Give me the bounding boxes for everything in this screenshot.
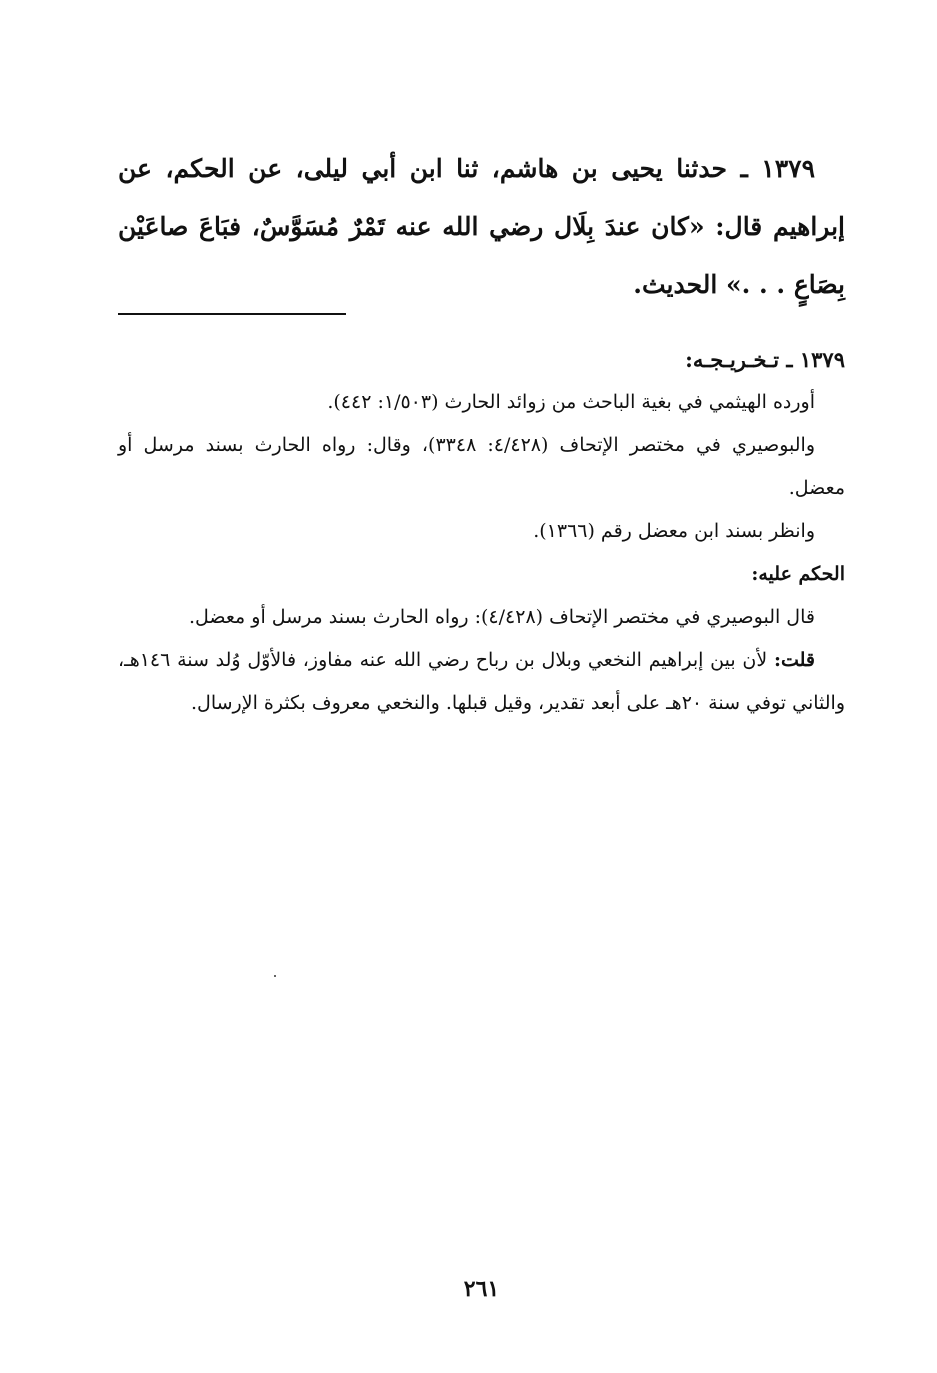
takhrij-heading: ١٣٧٩ ـ تـخـريـجـه: — [685, 347, 845, 372]
hukm-heading: الحكم عليه: — [751, 563, 845, 585]
footnote-separator — [118, 313, 346, 315]
hukm-text: قال البوصيري في مختصر الإتحاف (٤/٤٢٨): رواه الحارث بسند مرسل أو معضل. — [188, 606, 815, 628]
takhrij-line-haythami: أورده الهيثمي في بغية الباحث من زوائد الحارث (١/٥٠٣: ٤٤٢). — [327, 391, 815, 413]
scan-speck — [274, 975, 276, 977]
takhrij-line-see-also: وانظر بسند ابن معضل رقم (١٣٦٦). — [533, 520, 815, 542]
qult-paragraph — [118, 639, 845, 725]
qult-text: لأن بين إبراهيم النخعي وبلال بن رباح رضي الله عنه مفاوز، فالأوّل وُلد سنة ١٤٦هـ، والثاني توفي سنة ٢٠هـ على أبعد تقدير، وقيل قبلها. والنخعي معروف بكثرة الإرسال. — [118, 649, 845, 714]
notes-block — [118, 338, 845, 725]
takhrij-line-busiri: والبوصيري في مختصر الإتحاف (٤/٤٢٨: ٣٣٤٨)، وقال: رواه الحارث بسند مرسل أو معضل. — [118, 434, 845, 499]
page — [118, 0, 845, 1373]
page-number: ٢٦١ — [463, 1276, 500, 1302]
hadith-block — [118, 140, 845, 314]
qult-label: قلت: — [773, 649, 815, 671]
hadith-text: ١٣٧٩ ـ حدثنا يحيى بن هاشم، ثنا ابن أبي ليلى، عن الحكم، عن إبراهيم قال: «كان عندَ بِلَال رضي الله عنه تَمْرٌ مُسَوَّسٌ، فبَاعَ صاعَيْن بِصَاعٍ . . .» الحديث. — [118, 154, 845, 299]
